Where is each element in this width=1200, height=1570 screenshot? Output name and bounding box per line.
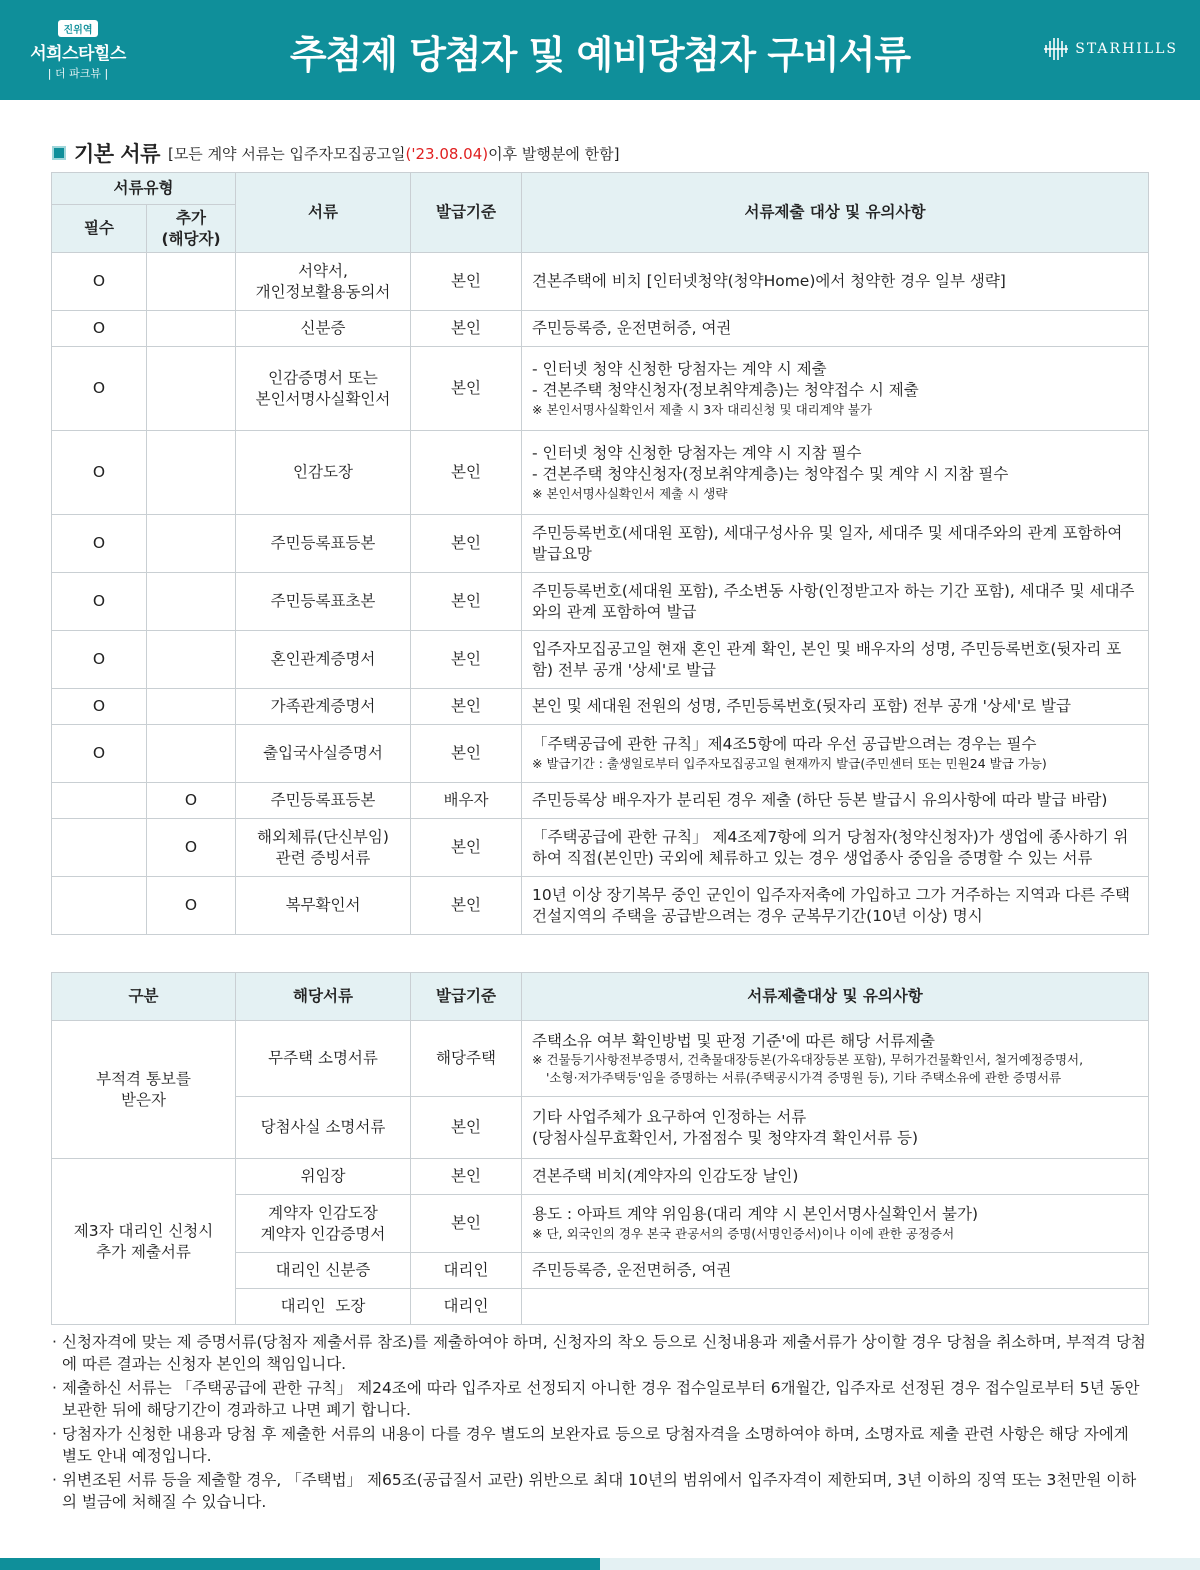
logo-sub: | 더 파크뷰 | — [47, 67, 109, 80]
table-row — [52, 783, 1149, 819]
table-row — [52, 1159, 1149, 1195]
notes-cell: 주민등록상 배우자가 분리된 경우 제출 (하단 등본 발급시 유의사항에 따라 발급 바람) — [522, 783, 1149, 819]
required-mark: O — [52, 253, 147, 311]
logo-badge: 진위역 — [58, 20, 99, 37]
doc-cell: 신분증 — [236, 311, 411, 347]
required-mark: O — [52, 689, 147, 725]
notes-cell: 입주자모집공고일 현재 혼인 관계 확인, 본인 및 배우자의 성명, 주민등록번호(뒷자리 포함) 전부 공개 '상세'로 발급 — [522, 631, 1149, 689]
brand-text: STARHILLS — [1075, 41, 1178, 57]
table-row — [52, 631, 1149, 689]
notes-cell: 「주택공급에 관한 규칙」제4조5항에 따라 우선 공급받으려는 경우는 필수 ※ 발급기간 : 출생일로부터 입주자모집공고일 현재까지 발급(주민센터 또는 민원24 발급 가능) — [522, 725, 1149, 783]
table-row — [52, 725, 1149, 783]
issuer-cell: 본인 — [411, 253, 522, 311]
group-label: 부적격 통보를 받은자 — [52, 1021, 236, 1159]
additional-mark: O — [147, 783, 236, 819]
additional-mark: O — [147, 877, 236, 935]
starhills-logo — [1043, 36, 1178, 62]
doc-cell: 복무확인서 — [236, 877, 411, 935]
additional-mark — [147, 431, 236, 515]
issuer-cell: 대리인 — [411, 1253, 522, 1289]
required-mark: O — [52, 311, 147, 347]
required-mark: O — [52, 725, 147, 783]
doc-cell: 가족관계증명서 — [236, 689, 411, 725]
footer-bar-light — [600, 1558, 1200, 1570]
header-additional: 추가 (해당자) — [147, 205, 236, 253]
additional-mark — [147, 253, 236, 311]
required-mark: O — [52, 573, 147, 631]
additional-mark — [147, 689, 236, 725]
issuer-cell: 본인 — [411, 431, 522, 515]
square-bullet-icon — [52, 146, 66, 160]
doc-cell: 위임장 — [236, 1159, 411, 1195]
section-title-main: 기본 서류 — [74, 142, 160, 166]
starhills-icon — [1043, 36, 1069, 62]
issuer-cell: 본인 — [411, 311, 522, 347]
issuer-cell: 본인 — [411, 1159, 522, 1195]
header-notes: 서류제출대상 및 유의사항 — [522, 973, 1149, 1021]
required-mark: O — [52, 515, 147, 573]
notes-cell: 10년 이상 장기복무 중인 군인이 입주자저축에 가입하고 그가 거주하는 지역과 다른 주택건설지역의 주택을 공급받으려는 경우 군복무기간(10년 이상) 명시 — [522, 877, 1149, 935]
table-row — [52, 347, 1149, 431]
brand-logo — [18, 18, 138, 81]
issuer-cell: 본인 — [411, 689, 522, 725]
additional-mark: O — [147, 819, 236, 877]
issuer-cell: 본인 — [411, 819, 522, 877]
doc-cell: 인감증명서 또는 본인서명사실확인서 — [236, 347, 411, 431]
notes-cell: 주택소유 여부 확인방법 및 판정 기준'에 따른 해당 서류제출 ※ 건물등기사항전부증명서, 건축물대장등본(가옥대장등본 포함), 무허가건물확인서, 철거예정증명서, '소형·저가주택등'임을 증명하는 서류(주택공시가격 증명원 등), 기타 주택소유에 관한 증명서류 — [522, 1021, 1149, 1097]
issuer-cell: 본인 — [411, 725, 522, 783]
additional-mark — [147, 573, 236, 631]
issuer-cell: 배우자 — [411, 783, 522, 819]
group-label: 제3자 대리인 신청시 추가 제출서류 — [52, 1159, 236, 1325]
header-document: 서류 — [236, 173, 411, 253]
additional-mark — [147, 725, 236, 783]
header-document: 해당서류 — [236, 973, 411, 1021]
notes-cell: 주민등록증, 운전면허증, 여권 — [522, 1253, 1149, 1289]
doc-cell: 계약자 인감도장 계약자 인감증명서 — [236, 1195, 411, 1253]
required-mark: O — [52, 431, 147, 515]
additional-documents-table — [51, 972, 1149, 1325]
issuer-cell: 해당주택 — [411, 1021, 522, 1097]
issuer-cell: 본인 — [411, 515, 522, 573]
notes-cell: - 인터넷 청약 신청한 당첨자는 계약 시 제출 - 견본주택 청약신청자(정보취약계층)는 청약접수 시 제출 ※ 본인서명사실확인서 제출 시 3자 대리신청 및 대리계약 불가 — [522, 347, 1149, 431]
issuer-cell: 본인 — [411, 1195, 522, 1253]
page-header — [0, 0, 1200, 100]
notes-cell: 본인 및 세대원 전원의 성명, 주민등록번호(뒷자리 포함) 전부 공개 '상세'로 발급 — [522, 689, 1149, 725]
required-mark — [52, 783, 147, 819]
page-title: 추첨제 당첨자 및 예비당첨자 구비서류 — [289, 33, 911, 77]
doc-cell: 주민등록표초본 — [236, 573, 411, 631]
notes-cell: 견본주택 비치(계약자의 인감도장 날인) — [522, 1159, 1149, 1195]
notes-cell: 주민등록증, 운전면허증, 여권 — [522, 311, 1149, 347]
notes-cell: 「주택공급에 관한 규칙」 제4조제7항에 의거 당첨자(청약신청자)가 생업에 종사하기 위하여 직접(본인만) 국외에 체류하고 있는 경우 생업종사 중임을 증명할 수 있는 서류 — [522, 819, 1149, 877]
doc-cell: 당첨사실 소명서류 — [236, 1097, 411, 1159]
notes-cell: 주민등록번호(세대원 포함), 세대구성사유 및 일자, 세대주 및 세대주와의 관계 포함하여 발급요망 — [522, 515, 1149, 573]
header-type: 서류유형 — [52, 173, 236, 205]
notes-cell — [522, 1289, 1149, 1325]
footnote-item: · 제출하신 서류는 「주택공급에 관한 규칙」 제24조에 따라 입주자로 선정되지 아니한 경우 접수일로부터 6개월간, 입주자로 선정된 경우 접수일로부터 5년 동안 보관한 뒤에 해당기간이 경과하고 나면 폐기 합니다. — [52, 1377, 1148, 1422]
footnote-item: · 신청자격에 맞는 제 증명서류(당첨자 제출서류 참조)를 제출하여야 하며, 신청자의 착오 등으로 신청내용과 제출서류가 상이할 경우 당첨을 취소하며, 부적격 당첨에 따른 결과는 신청자 본인의 책임입니다. — [52, 1331, 1148, 1376]
header-issuer: 발급기준 — [411, 973, 522, 1021]
table-row — [52, 877, 1149, 935]
notice-date: ('23.08.04) — [405, 144, 489, 163]
table-row — [52, 819, 1149, 877]
table-row — [52, 689, 1149, 725]
doc-cell: 해외체류(단신부임) 관련 증빙서류 — [236, 819, 411, 877]
notes-cell: 기타 사업주체가 요구하여 인정하는 서류 (당첨사실무효확인서, 가점점수 및 청약자격 확인서류 등) — [522, 1097, 1149, 1159]
issuer-cell: 본인 — [411, 347, 522, 431]
doc-cell: 주민등록표등본 — [236, 783, 411, 819]
required-mark: O — [52, 347, 147, 431]
additional-mark — [147, 631, 236, 689]
section-title — [52, 138, 619, 168]
additional-mark — [147, 311, 236, 347]
issuer-cell: 본인 — [411, 877, 522, 935]
footnotes — [52, 1331, 1148, 1515]
doc-cell: 주민등록표등본 — [236, 515, 411, 573]
additional-mark — [147, 347, 236, 431]
notes-cell: 주민등록번호(세대원 포함), 주소변동 사항(인정받고자 하는 기간 포함), 세대주 및 세대주와의 관계 포함하여 발급 — [522, 573, 1149, 631]
table-row — [52, 573, 1149, 631]
additional-mark — [147, 515, 236, 573]
table-row — [52, 253, 1149, 311]
doc-cell: 서약서, 개인정보활용동의서 — [236, 253, 411, 311]
required-mark: O — [52, 631, 147, 689]
footer-bar — [0, 1558, 600, 1570]
header-notes: 서류제출 대상 및 유의사항 — [522, 173, 1149, 253]
issuer-cell: 대리인 — [411, 1289, 522, 1325]
required-mark — [52, 877, 147, 935]
basic-documents-table — [51, 172, 1149, 935]
footnote-item: · 위변조된 서류 등을 제출할 경우, 「주택법」 제65조(공급질서 교란) 위반으로 최대 10년의 범위에서 입주자격이 제한되며, 3년 이하의 징역 또는 3천만원 이하의 벌금에 처해질 수 있습니다. — [52, 1469, 1148, 1514]
footnote-item: · 당첨자가 신청한 내용과 당첨 후 제출한 서류의 내용이 다를 경우 별도의 보완자료 등으로 당첨자격을 소명하여야 하며, 소명자료 제출 관련 사항은 해당 자에게 별도 안내 예정입니다. — [52, 1423, 1148, 1468]
doc-cell: 무주택 소명서류 — [236, 1021, 411, 1097]
notes-cell: - 인터넷 청약 신청한 당첨자는 계약 시 지참 필수 - 견본주택 청약신청자(정보취약계층)는 청약접수 및 계약 시 지참 필수 ※ 본인서명사실확인서 제출 시 생략 — [522, 431, 1149, 515]
doc-cell: 대리인 도장 — [236, 1289, 411, 1325]
table-row — [52, 515, 1149, 573]
header-required: 필수 — [52, 205, 147, 253]
section-title-note: [모든 계약 서류는 입주자모집공고일('23.08.04)이후 발행분에 한함] — [167, 144, 620, 163]
logo-name: 서희스타힐스 — [30, 44, 126, 64]
required-mark — [52, 819, 147, 877]
table-row — [52, 1021, 1149, 1097]
issuer-cell: 본인 — [411, 1097, 522, 1159]
issuer-cell: 본인 — [411, 631, 522, 689]
header-category: 구분 — [52, 973, 236, 1021]
table-row — [52, 431, 1149, 515]
header-issuer: 발급기준 — [411, 173, 522, 253]
doc-cell: 인감도장 — [236, 431, 411, 515]
table-row — [52, 311, 1149, 347]
doc-cell: 대리인 신분증 — [236, 1253, 411, 1289]
issuer-cell: 본인 — [411, 573, 522, 631]
doc-cell: 출입국사실증명서 — [236, 725, 411, 783]
doc-cell: 혼인관계증명서 — [236, 631, 411, 689]
notes-cell: 용도 : 아파트 계약 위임용(대리 계약 시 본인서명사실확인서 불가) ※ 단, 외국인의 경우 본국 관공서의 증명(서명인증서)이나 이에 관한 공정증서 — [522, 1195, 1149, 1253]
notes-cell: 견본주택에 비치 [인터넷청약(청약Home)에서 청약한 경우 일부 생략] — [522, 253, 1149, 311]
